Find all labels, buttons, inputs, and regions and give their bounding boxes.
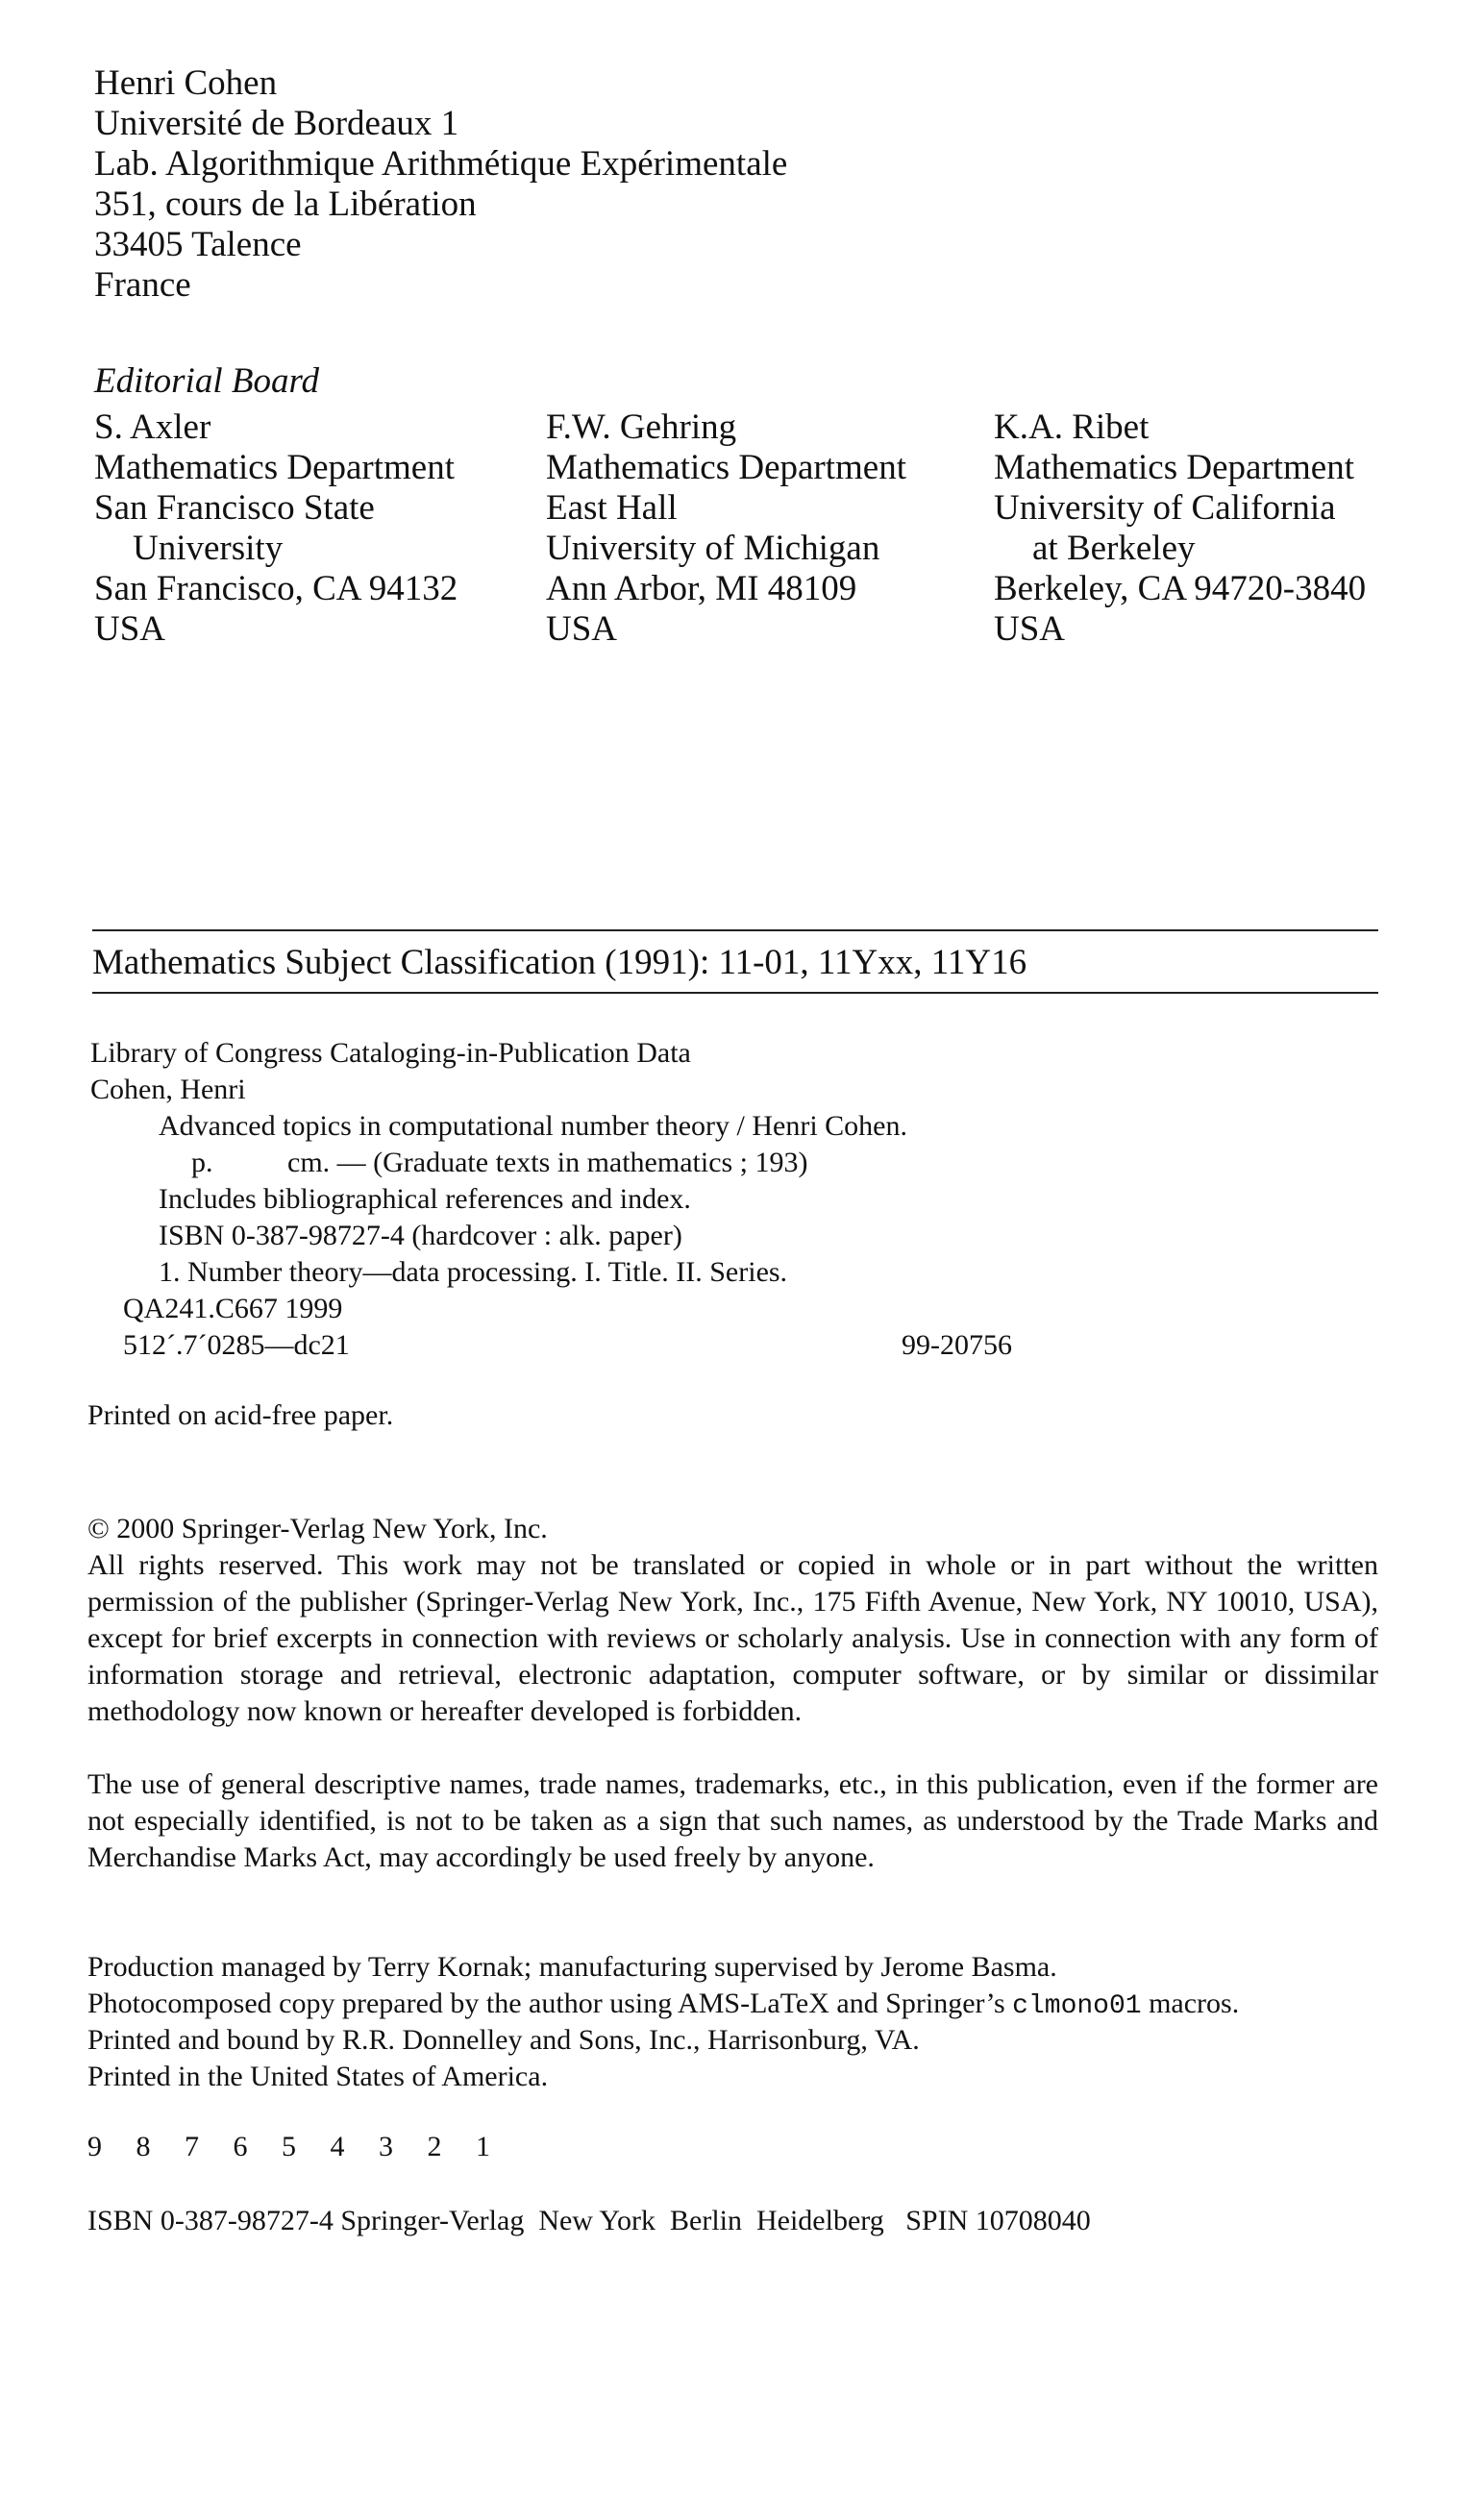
member-department: Mathematics Department [94,448,456,487]
member-institution: University of California [994,488,1336,528]
rights-paragraph: All rights reserved. This work may not be translated or copied in whole or in part without the written permission of the publisher (Springer-Verlag New York, Inc., 175 Fifth Avenue, New York, NY 10010, USA), except for brief excerpts in connection with reviews or scholarly analysis. Use in connection with any form of information storage and retrieval, electronic adaptation, computer software, or by similar or dissimilar methodology now known or hereafter developed is forbidden. [87,1549,1378,1727]
member-building: East Hall [546,488,678,528]
author-country: France [94,265,191,305]
member-name: F.W. Gehring [546,407,737,447]
cip-lc-call-number: QA241.C667 1999 [123,1293,343,1324]
production-managed: Production managed by Terry Kornak; manufacturing supervised by Jerome Basma. [87,1951,1057,1983]
subject-classification: Mathematics Subject Classification (1991): 11-01, 11Yxx, 11Y16 [92,943,1027,982]
author-university: Université de Bordeaux 1 [94,104,459,143]
member-department: Mathematics Department [546,448,907,487]
member-name: S. Axler [94,407,211,447]
member-department: Mathematics Department [994,448,1355,487]
board-member-axler [94,407,458,650]
board-member-ribet [994,407,1366,650]
author-address [94,63,787,306]
top-rule [92,929,1378,931]
cip-pages: p. [191,1147,213,1178]
cip-subjects: 1. Number theory—data processing. I. Title. II. Series. [159,1256,788,1288]
member-institution-cont: University [133,529,284,568]
printed-in: Printed in the United States of America. [87,2061,549,2092]
trademark-paragraph: The use of general descriptive names, trade names, trademarks, etc., in this publication, even if the former are not especially identified, is not to be taken as a sign that such names, as understood by the Trade Marks and Merchandise Marks Act, may accordingly be used freely by anyone. [87,1768,1378,1873]
cip-lccn: 99-20756 [902,1329,1012,1361]
bottom-rule [92,992,1378,994]
board-member-gehring [546,407,906,650]
author-name: Henri Cohen [94,63,278,103]
member-city: San Francisco, CA 94132 [94,569,458,608]
member-city: Berkeley, CA 94720-3840 [994,569,1367,608]
printing-number-line: 9 8 7 6 5 4 3 2 1 [87,2131,504,2162]
cip-heading: Library of Congress Cataloging-in-Publication Data [90,1037,691,1069]
cip-title: Advanced topics in computational number theory / Henri Cohen. [159,1110,907,1142]
author-city: 33405 Talence [94,225,302,264]
paper-note: Printed on acid-free paper. [87,1399,394,1431]
printed-bound: Printed and bound by R.R. Donnelley and Sons, Inc., Harrisonburg, VA. [87,2024,920,2056]
isbn-footer: ISBN 0-387-98727-4 Springer-Verlag New York Berlin Heidelberg SPIN 10708040 [87,2205,1091,2236]
author-street: 351, cours de la Libération [94,185,477,224]
photocomposed-text: Photocomposed copy prepared by the author using AMS-LaTeX and Springer’s [87,1988,1005,2019]
photocomposed-line [87,1986,1239,2025]
member-country: USA [94,609,166,649]
cip-bibliography: Includes bibliographical references and index. [159,1183,691,1215]
cip-author: Cohen, Henri [90,1074,246,1105]
member-institution: University of Michigan [546,529,880,568]
copyright-line: © 2000 Springer-Verlag New York, Inc. [87,1513,548,1544]
cip-series: cm. — (Graduate texts in mathematics ; 193) [287,1147,808,1178]
editorial-board-heading: Editorial Board [94,361,319,401]
member-name: K.A. Ribet [994,407,1150,447]
author-lab: Lab. Algorithmique Arithmétique Expérimentale [94,144,788,184]
member-country: USA [994,609,1066,649]
cip-dewey: 512´.7´0285—dc21 [123,1329,350,1361]
member-institution-cont: at Berkeley [1032,529,1196,568]
macro-name: clmono01 [1012,1991,1142,2021]
member-country: USA [546,609,618,649]
photocomposed-tail: macros. [1149,1988,1240,2019]
member-city: Ann Arbor, MI 48109 [546,569,857,608]
member-institution: San Francisco State [94,488,375,528]
cip-isbn: ISBN 0-387-98727-4 (hardcover : alk. paper) [159,1220,682,1251]
